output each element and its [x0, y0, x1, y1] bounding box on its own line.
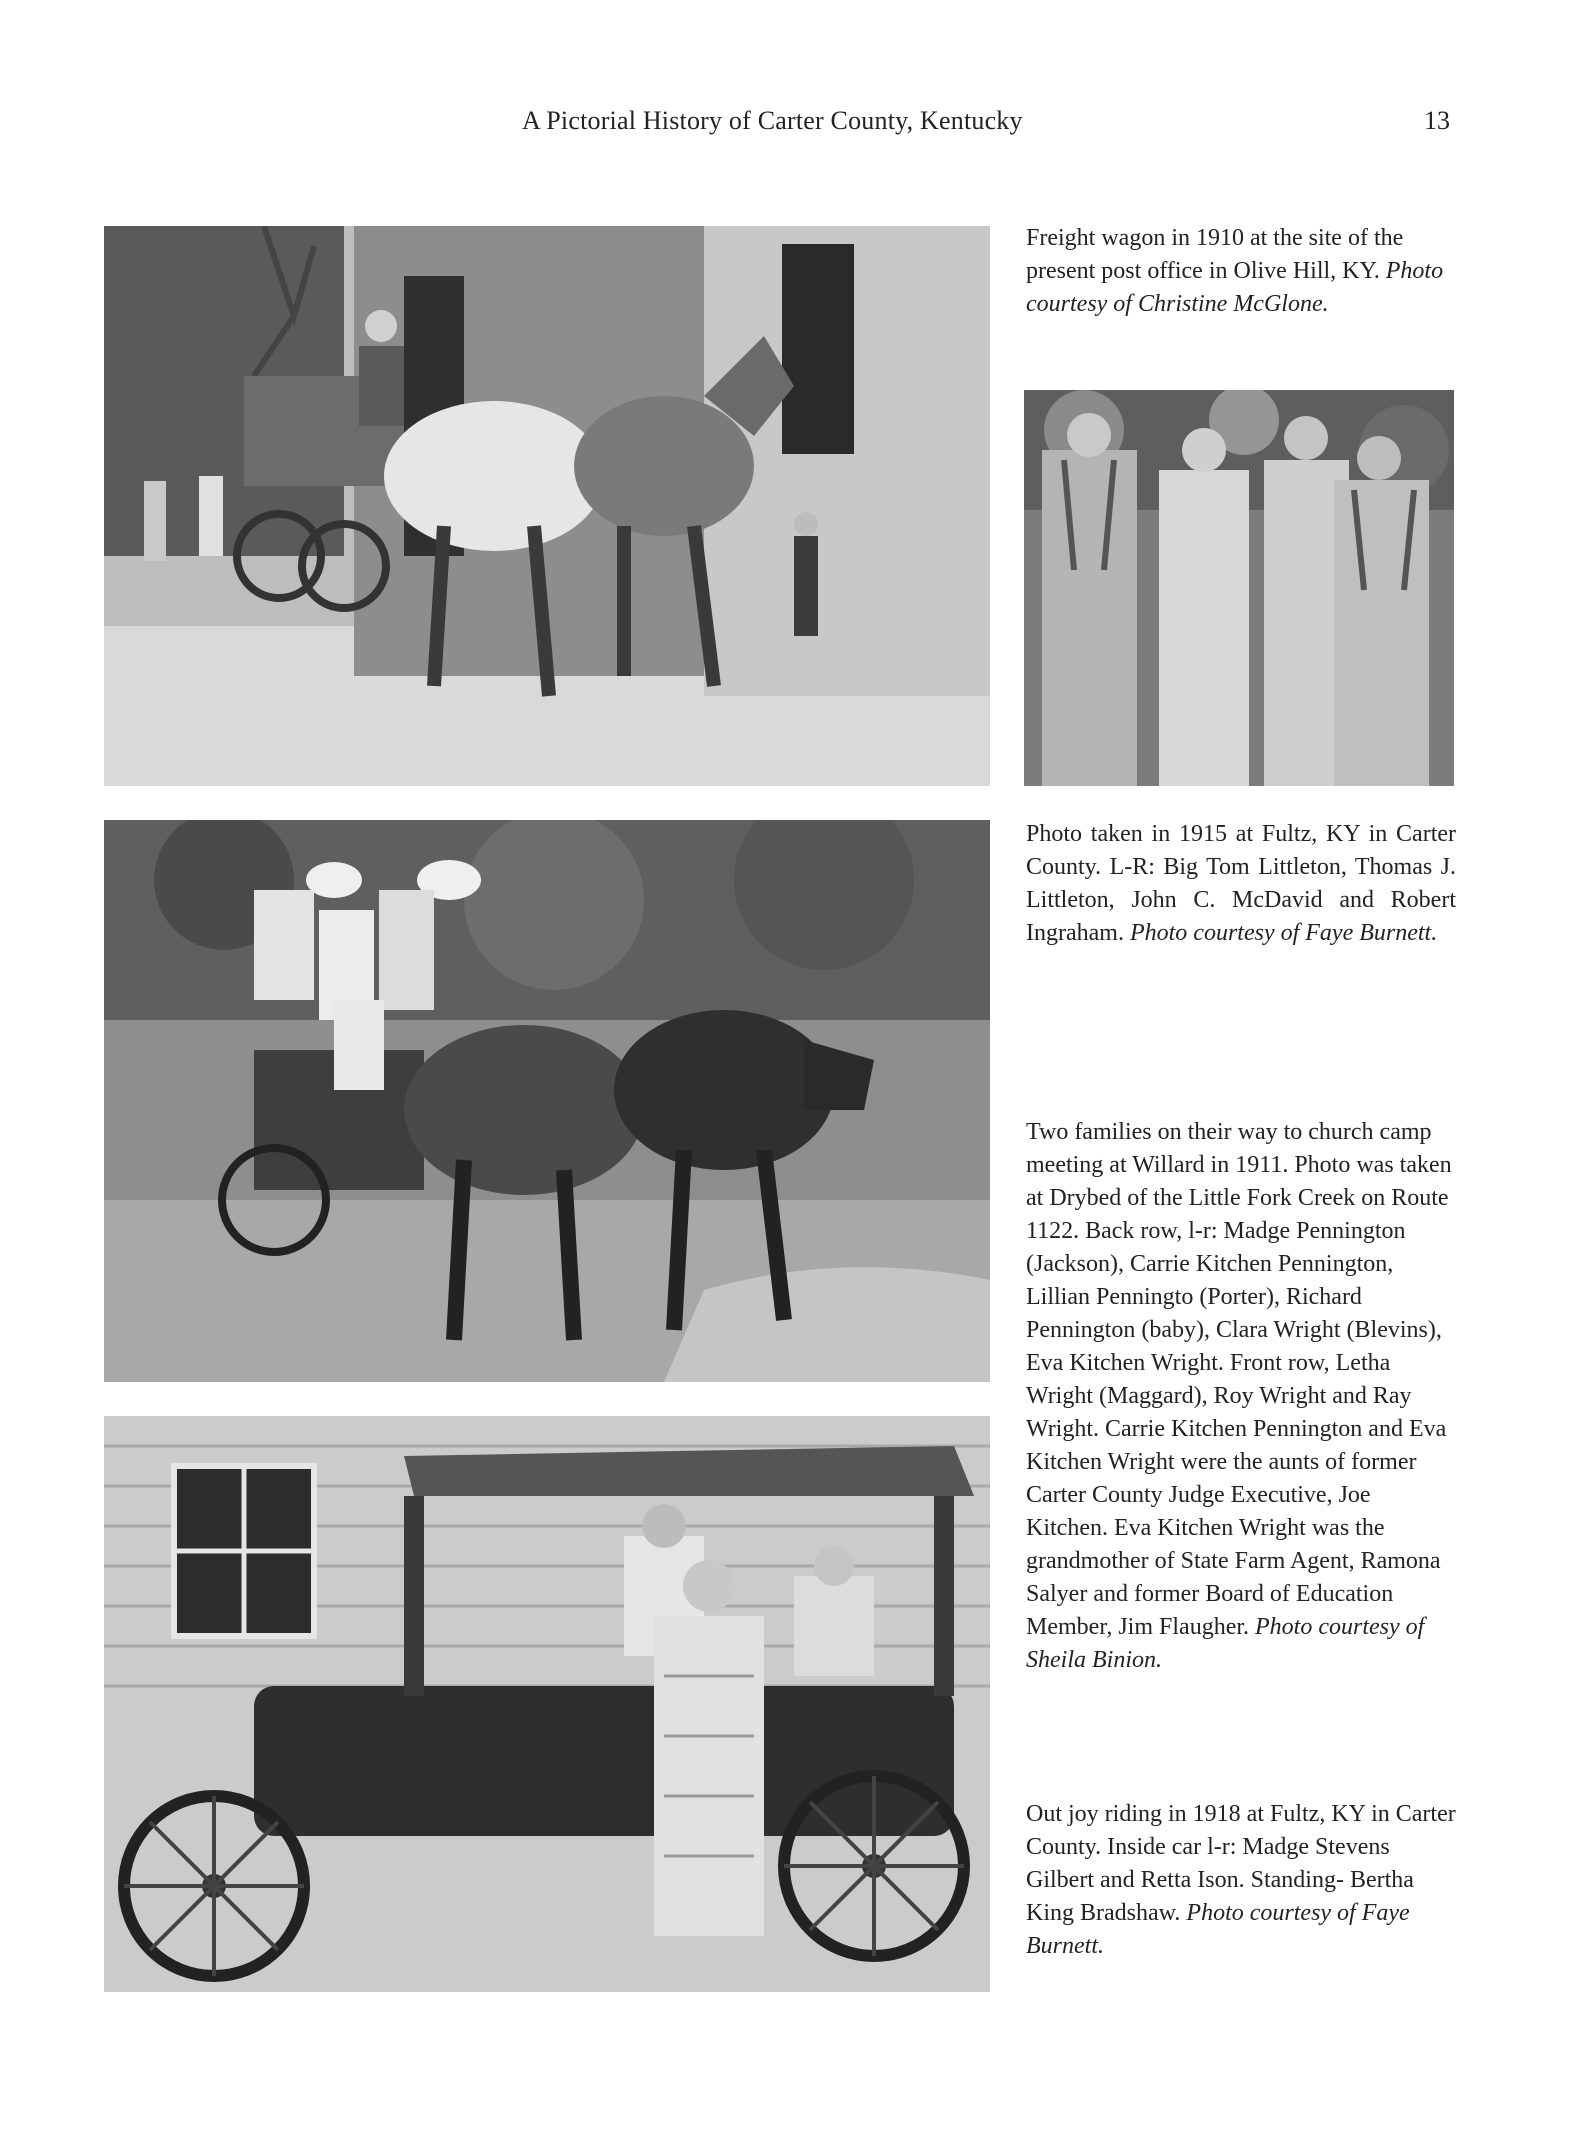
caption-joy-riding-credit: Photo courtesy of Faye Burnett. — [1026, 1900, 1410, 1959]
photo-church-camp-wagon — [104, 820, 990, 1382]
photo-joy-riding-car — [104, 1416, 990, 1992]
photo-freight-wagon — [104, 226, 990, 786]
caption-fultz-1915-text: Photo taken in 1915 at Fultz, KY in Carter County. L-R: Big Tom Littleton, Thomas J. Littleton, John C. McDavid and Robert Ingraham. — [1026, 821, 1456, 946]
caption-church-camp-text: Two families on their way to church camp meeting at Willard in 1911. Photo was taken at Drybed of the Little Fork Creek on Route 1122. Back row, l-r: Madge Pennington (Jackson), Carrie Kitchen Pennington, Lillian Penningto (Porter), Richard Pennington (baby), Clara Wright (Blevins), Eva Kitchen Wright. Front row, Letha Wright (Maggard), Roy Wright and Ray Wright. Carrie Kitchen Pennington and Eva Kitchen Wright were the aunts of former Carter County Judge Executive, Joe Kitchen. Eva Kitchen Wright was the grandmother of State Farm Agent, Ramona Salyer and former Board of Education Member, Jim Flaugher. — [1026, 1119, 1452, 1640]
caption-joy-riding — [1026, 1798, 1456, 1963]
caption-freight-wagon-text: Freight wagon in 1910 at the site of the present post office in Olive Hill, KY. — [1026, 225, 1404, 284]
caption-church-camp — [1026, 1116, 1456, 1677]
caption-freight-wagon — [1026, 222, 1456, 321]
caption-freight-wagon-credit: Photo courtesy of Christine McGlone. — [1026, 258, 1444, 317]
caption-fultz-1915 — [1026, 818, 1456, 950]
page-number: 13 — [1424, 106, 1450, 135]
running-header-title: A Pictorial History of Carter County, Kentucky — [522, 106, 1023, 135]
caption-joy-riding-text: Out joy riding in 1918 at Fultz, KY in Carter County. Inside car l-r: Madge Stevens Gilbert and Retta Ison. Standing- Bertha King Bradshaw. — [1026, 1801, 1456, 1926]
photo-fultz-four-men — [1024, 390, 1454, 786]
caption-church-camp-credit: Photo courtesy of Sheila Binion. — [1026, 1614, 1425, 1673]
caption-fultz-1915-credit: Photo courtesy of Faye Burnett. — [1129, 920, 1438, 946]
